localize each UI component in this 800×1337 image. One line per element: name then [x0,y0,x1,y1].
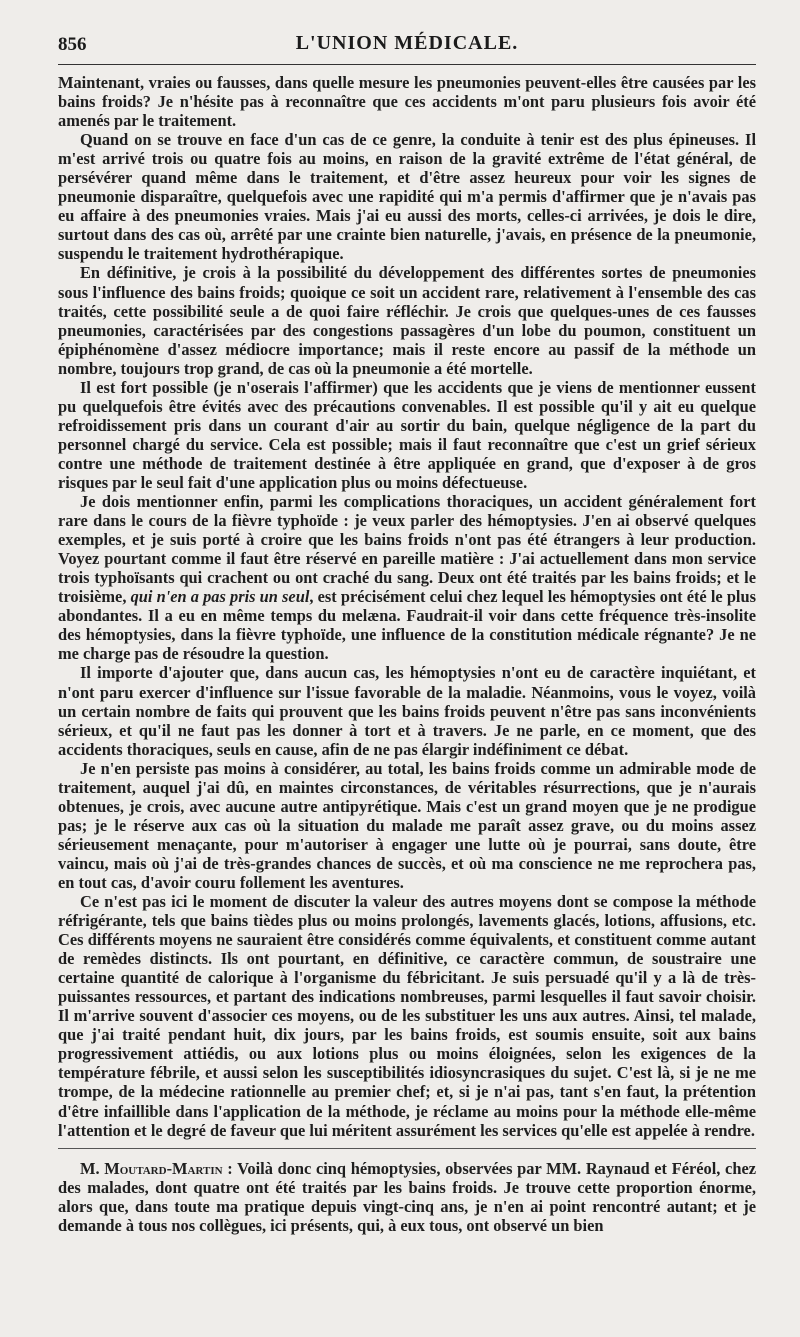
page-header [58,30,756,65]
reply-text: : Voilà donc cinq hémoptysies, observées par MM. Raynaud et Féréol, chez des malades, dont quatre ont été traités par les bains froids. Je trouve cette proportion énorme, alors que, dans toute ma pratique depuis vingt-cinq ans, je n'en ai point rencontré autant; et je demande à tous nos collègues, ici présents, qui, à eux tous, ont observé un bien [58,1158,756,1235]
reply-paragraph [58,1159,756,1235]
paragraph-4: Il est fort possible (je n'oserais l'affirmer) que les accidents que je viens de mentionner eussent pu quelquefois être évités avec des précautions convenables. Il est possible qu'il y ait eu quelque refroidissement pris dans un courant d'air au sortir du bain, quelque négligence de la part du personnel chargé du service. Cela est possible; mais il faut reconnaître que c'est un grief sérieux contre une méthode de traitement destinée à être appliquée en grand, que d'exposer à de gros risques par le seul fait d'une application plus ou moins défectueuse. [58,377,756,492]
paragraph-3: En définitive, je crois à la possibilité du développement des différentes sortes de pneumonies sous l'influence des bains froids; quoique ce soit un accident rare, relativement à l'ensemble des cas traités, cette possibilité seule a de quoi faire réfléchir. Je crois que quelques-unes de ces fausses pneumonies, caractérisées par des congestions passagères d'un lobe du poumon, constituent un épiphénomène d'assez médiocre importance; mais il reste encore au passif de la méthode un nombre, toujours trop grand, de cas où la pneumonie a été mortelle. [58,263,756,378]
section-divider [58,1148,756,1149]
paragraph-6: Il importe d'ajouter que, dans aucun cas, les hémoptysies n'ont eu de caractère inquiétant, et n'ont paru exercer d'influence sur l'issue favorable de la maladie. Néanmoins, vous le voyez, voilà un certain nombre de faits qui prouvent que les bains froids peuvent n'être pas sans inconvénients sérieux, et qu'il ne faut pas les donner à tort et à travers. Je ne parle, en ce moment, que des accidents thoraciques, seuls en cause, afin de ne pas élargir indéfiniment ce débat. [58,663,756,759]
journal-title: L'UNION MÉDICALE. [295,32,519,54]
page-number: 856 [58,34,87,55]
paragraph-5-before: Je dois mentionner enfin, parmi les complications thoraciques, un accident généralement fort rare dans le cours de la fièvre typhoïde : je veux parler des hémoptysies. J'en ai observé quelques exemples, et je suis porté à croire que les bains froids n'ont pas été étrangers à leur production. Voyez pourtant comme il faut être réservé en pareille matière : J'ai actuellement dans mon service trois typhoïsants qui crachent ou ont craché du sang. Deux ont été traités par les bains froids; et le troisième, [58,492,756,607]
speaker-name: M. Moutard-Martin [80,1158,223,1178]
paragraph-5-after: , est précisément celui chez lequel les hémoptysies ont été le plus abondantes. Il a eu en même temps du melæna. Faudrait-il voir dans cette fréquence très-insolite des hémoptysies, dans la fièvre typhoïde, une influence de la constitution médicale régnante? Je ne me charge pas de résoudre la question. [58,587,756,664]
paragraph-7: Je n'en persiste pas moins à considérer, au total, les bains froids comme un admirable mode de traitement, auquel j'ai dû, en maintes circonstances, de véritables résurrections, que je n'aurais obtenues, je crois, avec aucune autre antipyrétique. Mais c'est un grand moyen que je ne prodigue pas; je le réserve aux cas où la situation du malade me paraît assez grave, ou du moins assez sérieusement menaçante, pour m'autoriser à engager une lutte où je pourrai, sans doute, être vaincu, mais où j'ai de très-grandes chances de succès, et où ma conscience ne me reprochera pas, en tout cas, d'avoir couru follement les aventures. [58,758,756,892]
paragraph-5 [58,492,756,663]
paragraph-8: Ce n'est pas ici le moment de discuter la valeur des autres moyens dont se compose la méthode réfrigérante, tels que bains tièdes plus ou moins prolongés, lavements glacés, lotions, affusions, etc. Ces différents moyens ne sauraient être considérés comme équivalents, et constituent comme autant de remèdes distincts. Ils ont pourtant, en définitive, ce caractère commun, de soustraire une certaine quantité de calorique à l'organisme du fébricitant. Je suis persuadé qu'il y a là de très-puissantes ressources, et partant des indications nombreuses, parmi lesquelles il faut savoir choisir. Il m'arrive souvent d'associer ces moyens, ou de les substituer les uns aux autres. Ainsi, tel malade, que j'ai traité pendant huit, dix jours, par les bains froids, est soumis ensuite, soit aux bains progressivement attiédis, ou aux lotions plus ou moins éloignées, selon les exigences de la température fébrile, et aussi selon les susceptibilités idiosyncrasiques du sujet. C'est là, si je ne me trompe, de la médecine rationnelle au premier chef; et, si je n'ai pas, tant s'en faut, la prétention d'être infaillible dans l'application de la méthode, je réclame au moins pour la méthode elle-même l'attention et le degré de faveur que lui méritent assurément les services qu'elle est appelée à rendre. [58,892,756,1140]
paragraph-1: Maintenant, vraies ou fausses, dans quelle mesure les pneumonies peuvent-elles être causées par les bains froids? Je n'hésite pas à reconnaître que ces accidents m'ont paru plusieurs fois avoir été amenés par le traitement. [58,73,756,131]
article-body [58,73,756,1235]
paragraph-2: Quand on se trouve en face d'un cas de ce genre, la conduite à tenir est des plus épineuses. Il m'est arrivé trois ou quatre fois au moins, en raison de la gravité extrême de l'état général, de persévérer quand même dans le traitement, et d'être assez heureux pour voir les signes de pneumonie disparaître, quelquefois avec une rapidité qui m'a permis d'affirmer que je n'avais pas eu affaire à des pneumonies vraies. Mais j'ai eu aussi des morts, celles-ci arrivées, je dois le dire, surtout dans des cas où, arrêté par une crainte bien naturelle, j'avais, en présence de la pneumonie, suspendu le traitement hydrothérapique. [58,130,756,264]
paragraph-5-italic: qui n'en a pas pris un seul [130,587,310,607]
